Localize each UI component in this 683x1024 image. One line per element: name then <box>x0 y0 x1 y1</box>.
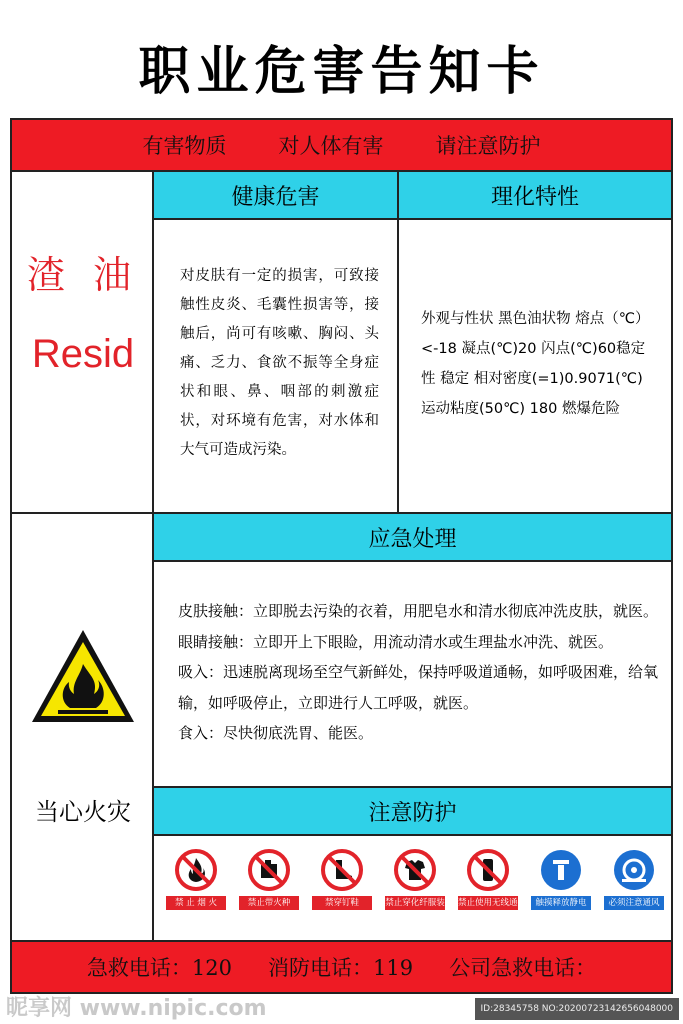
sign-no-lighter <box>239 848 299 910</box>
sign-no-synthetic-clothing <box>385 848 445 910</box>
hazard-row <box>12 170 671 512</box>
touch-static-release-icon <box>539 848 583 892</box>
sign-label-no-phone: 禁止使用无线通信 <box>458 898 527 908</box>
sign-ventilation <box>604 848 664 910</box>
bottom-banner <box>12 940 671 992</box>
sign-label-ventilation: 必须注意通风 <box>604 896 664 910</box>
no-phone-icon <box>466 848 510 892</box>
health-hazard-text: 对皮肤有一定的损害，可致接触性皮炎、毛囊性损害等，接触后，尚可有咳嗽、胸闷、头痛、乏力、食欲不振等全身症状和眼、鼻、咽部的刺激症状，对环境有危害，对水体和大气可造成污染。 <box>154 220 399 512</box>
watermark-site: 昵享网 www.nipic.com <box>6 996 267 1021</box>
no-spiked-shoes-icon <box>320 848 364 892</box>
no-synthetic-clothing-icon <box>393 848 437 892</box>
fire-warning-icon <box>28 626 138 726</box>
sign-no-fire <box>166 848 226 910</box>
emergency-line-ingestion: 食入：尽快彻底洗胃、能医。 <box>178 724 374 742</box>
emergency-line-eyes: 眼睛接触：立即开上下眼睑，用流动清水或生理盐水冲洗、就医。 <box>178 632 614 651</box>
emergency-text <box>154 562 671 788</box>
emergency-heading: 应急处理 <box>154 514 671 562</box>
hazard-card <box>10 118 673 994</box>
emergency-row <box>12 512 671 942</box>
sign-no-spiked-shoes <box>312 848 372 910</box>
physical-properties-heading: 理化特性 <box>399 172 671 220</box>
substance-name-en: Resid <box>31 332 135 376</box>
protection-signs <box>154 836 671 942</box>
first-aid-phone: 急救电话：120 <box>86 956 232 980</box>
no-lighter-icon <box>247 848 291 892</box>
page-title: 职业危害告知卡 <box>138 42 545 102</box>
sign-label-no-synthetic-clothing: 禁止穿化纤服装 <box>385 898 445 908</box>
banner-item-take-protection: 请注意防护 <box>435 134 541 158</box>
emergency-line-inhalation: 吸入：迅速脱离现场至空气新鲜处，保持呼吸道通畅，如呼吸困难，给氧输，如呼吸停止，立即进行人工呼吸，就医。 <box>178 663 659 712</box>
sign-label-no-spiked-shoes: 禁穿钉鞋 <box>312 896 372 910</box>
warning-cell <box>12 514 154 942</box>
emergency-line-skin: 皮肤接触：立即脱去污染的衣着，用肥皂水和清水彻底冲洗皮肤，就医。 <box>178 602 659 620</box>
protection-heading: 注意防护 <box>154 788 671 836</box>
health-hazard-heading: 健康危害 <box>154 172 399 220</box>
watermark-id: ID:28345758 NO:20200723142656048000 <box>475 998 680 1020</box>
physical-properties-text: 外观与性状 黑色油状物 熔点（℃）<-18 凝点(℃)20 闪点(℃)60稳定性 稳定 相对密度(=1)0.9071(℃) 运动粘度(50℃) 180 燃爆危险 <box>421 311 650 417</box>
substance-name-cn: 渣 油 <box>26 253 140 297</box>
substance-cell <box>12 172 154 512</box>
warning-label: 当心火灾 <box>35 798 131 826</box>
fire-phone: 消防电话：119 <box>268 956 414 980</box>
company-emergency-phone: 公司急救电话： <box>449 956 597 980</box>
sign-label-touch-static-release: 触摸释放静电 <box>531 896 591 910</box>
no-fire-icon <box>174 848 218 892</box>
banner-item-harmful-substance: 有害物质 <box>142 134 227 158</box>
banner-item-harmful-to-body: 对人体有害 <box>278 134 384 158</box>
sign-touch-static-release <box>531 848 591 910</box>
sign-no-phone <box>458 848 527 910</box>
top-banner <box>12 120 671 170</box>
ventilation-icon <box>612 848 656 892</box>
sign-label-no-fire: 禁 止 烟 火 <box>166 896 226 910</box>
sign-label-no-lighter: 禁止带火种 <box>239 896 299 910</box>
